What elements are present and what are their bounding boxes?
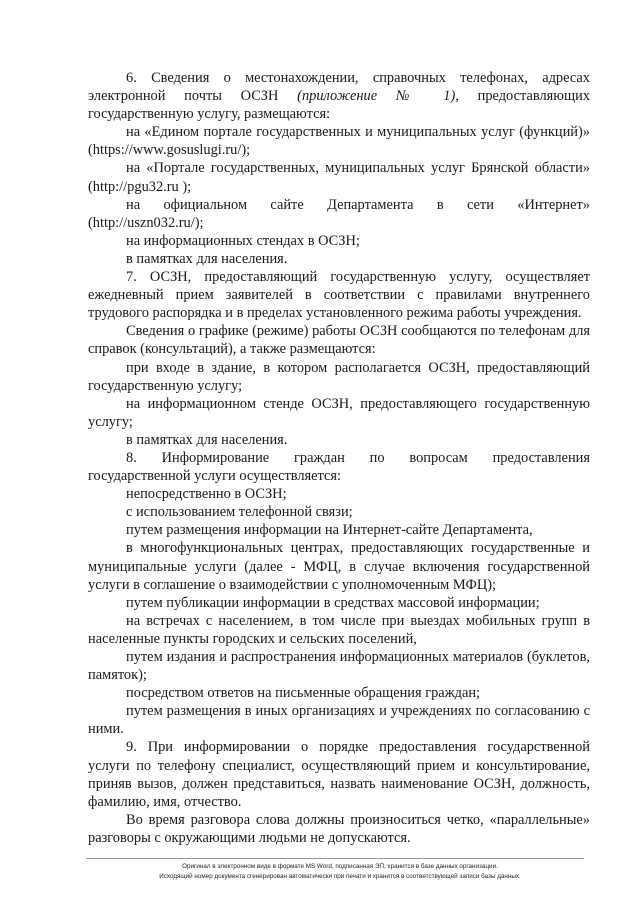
list-item-uszn-site: на официальном сайте Департамента в сети «Интернет» (http://uszn032.ru/); [88, 196, 590, 231]
appendix-reference: (приложение № 1), [297, 88, 459, 105]
paragraph-7-schedule: Сведения о графике (режиме) работы ОСЗН сообщаются по телефонам для справок (консультаций), а также размещаются: [88, 323, 590, 358]
list-item-in-oszn: непосредственно в ОСЗН; [126, 486, 287, 503]
list-item-written-replies: посредством ответов на письменные обращения граждан; [126, 685, 481, 702]
list-item-info-stands: на информационных стендах в ОСЗН; [126, 232, 360, 249]
paragraph-9-conversation: Во время разговора слова должны произноситься четко, «параллельные» разговоры с окружающими людьми не допускаются. [88, 811, 590, 846]
paragraph-9: 9. При информировании о порядке предоставления государственной услуги по телефону специалист, осуществляющий прием и консультирование, приняв вызов, должен представиться, назвать наименование ОСЗН, должность, фамилию, имя, отчество. [88, 739, 590, 810]
footer-note-original: Оригинал в электронном виде в формате MS Word, подписанная ЭП, хранится в базе данных организации. [182, 863, 498, 870]
list-item-mfc: в многофункциональных центрах, предоставляющих государственные и муниципальные услуги (далее - МФЦ, в случае включения государственной услуги в соглашение о взаимодействии с уполномоченным МФЦ); [88, 540, 590, 593]
list-item-building-entrance: при входе в здание, в котором располагается ОСЗН, предоставляющий государственную услугу; [88, 359, 590, 394]
list-item-media: путем публикации информации в средствах массовой информации; [126, 594, 540, 611]
list-item-memos: в памятках для населения. [126, 250, 288, 267]
list-item-website: путем размещения информации на Интернет-сайте Департамента, [126, 522, 533, 539]
list-item-info-stand: на информационном стенде ОСЗН, предоставляющего государственную услугу; [88, 395, 590, 430]
list-item-memos-2: в памятках для населения. [126, 431, 288, 448]
list-item-gosuslugi: на «Едином портале государственных и муниципальных услуг (функций)» (https://www.gosuslugi.ru/); [88, 124, 590, 159]
paragraph-6 [88, 69, 590, 123]
list-item-other-organizations: путем размещения в иных организациях и учреждениях по согласованию с ними. [88, 703, 590, 738]
paragraph-8: 8. Информирование граждан по вопросам предоставления государственной услуги осуществляется: [88, 449, 590, 485]
list-item-publications: путем издания и распространения информационных материалов (буклетов, памяток); [88, 649, 590, 684]
list-item-meetings: на встречах с населением, в том числе при выездах мобильных групп в населенные пункты городских и сельских поселений, [88, 612, 590, 647]
paragraph-6-text-b: предоставляющих государственную услугу, размещаются: [88, 88, 590, 123]
list-item-pgu32: на «Портале государственных, муниципальных услуг Брянской области» (http://pgu32.ru ); [88, 160, 590, 195]
paragraph-6-text-a: 6. Сведения о местонахождении, справочных телефонах, адресах электронной почты ОСЗН [88, 70, 590, 105]
list-item-phone: с использованием телефонной связи; [126, 504, 353, 521]
paragraph-7: 7. ОСЗН, предоставляющий государственную услугу, осуществляет ежедневный прием заявителей в соответствии с правилами внутреннего трудового распорядка и в пределах установленного режима работы учреждения. [88, 269, 590, 322]
document-footer [60, 862, 620, 882]
document-body [88, 69, 590, 847]
footer-divider [86, 858, 584, 859]
footer-note-number: Исходящий номер документа сгенерирован автоматически при печати и хранится в соответствующей записи базы данных. [159, 873, 521, 880]
